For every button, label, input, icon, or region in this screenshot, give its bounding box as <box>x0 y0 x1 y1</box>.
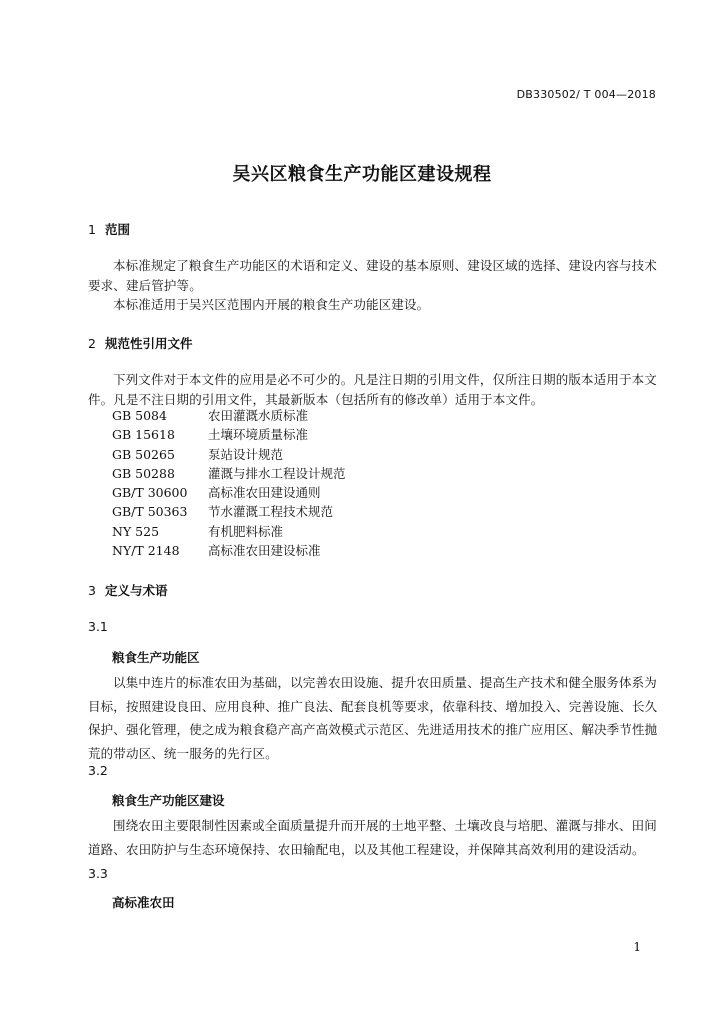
section-2-heading <box>88 334 193 352</box>
reference-code: GB 5084 <box>112 408 167 423</box>
paragraph: 本标准适用于吴兴区范围内开展的粮食生产功能区建设。 <box>113 297 430 312</box>
reference-code: GB 50288 <box>112 465 175 481</box>
term-number: 3.2 <box>88 763 108 778</box>
reference-item <box>112 541 346 560</box>
reference-name: 有机肥料标准 <box>208 523 284 539</box>
paragraph: 下列文件对于本文件的应用是必不可少的。凡是注日期的引用文件，仅所注日期的版本适用于本文件。凡是不注日期的引用文件，其最新版本（包括所有的修改单）适用于本文件。 <box>88 372 657 407</box>
reference-name: 土壤环境质量标准 <box>208 427 309 443</box>
reference-list <box>112 406 346 560</box>
document-title: 吴兴区粮食生产功能区建设规程 <box>232 164 492 185</box>
reference-item <box>112 502 346 521</box>
reference-code: GB/T 30600 <box>112 485 188 501</box>
reference-item <box>112 445 346 464</box>
term-number: 3.3 <box>88 866 108 881</box>
reference-item <box>112 425 346 444</box>
section-number: 2 <box>88 336 96 351</box>
section-number: 3 <box>88 583 96 598</box>
reference-code: NY/T 2148 <box>112 543 180 559</box>
reference-name: 灌溉与排水工程设计规范 <box>208 465 346 481</box>
term-definition: 围绕农田主要限制性因素或全面质量提升而开展的土地平整、土壤改良与培肥、灌溉与排水、田间道路、农田防护与生态环境保持、农田输配电，以及其他工程建设，并保障其高效利用的建设活动。 <box>88 818 657 857</box>
reference-name: 节水灌溉工程技术规范 <box>208 504 334 520</box>
reference-item <box>112 406 346 425</box>
section-title: 规范性引用文件 <box>105 336 193 351</box>
paragraph: 本标准规定了粮食生产功能区的术语和定义、建设的基本原则、建设区域的选择、建设内容与技术要求、建后管护等。 <box>88 258 657 293</box>
term-definition: 以集中连片的标准农田为基础，以完善农田设施、提升农田质量、提高生产技术和健全服务体系为目标，按照建设良田、应用良种、推广良法、配套良机等要求，依靠科技、增加投入、完善设施、长久保护、强化管理，使之成为粮食稳产高产高效模式示范区、先进适用技术的推广应用区、解决季节性抛荒的带动区、统一服务的先行区。 <box>88 675 658 761</box>
reference-item <box>112 522 346 541</box>
reference-item <box>112 483 346 502</box>
term-number: 3.1 <box>88 619 108 634</box>
reference-name: 农田灌溉水质标准 <box>208 408 309 423</box>
section-title: 定义与术语 <box>105 583 168 598</box>
term-name: 高标准农田 <box>112 895 175 910</box>
reference-code: GB 15618 <box>112 427 175 443</box>
section-number: 1 <box>88 222 96 237</box>
reference-item <box>112 464 346 483</box>
section-title: 范围 <box>105 222 131 237</box>
term-name: 粮食生产功能区 <box>112 650 200 665</box>
reference-name: 高标准农田建设标准 <box>208 543 321 559</box>
reference-name: 高标准农田建设通则 <box>208 485 321 501</box>
reference-code: GB 50265 <box>112 446 175 462</box>
term-name: 粮食生产功能区建设 <box>112 793 225 808</box>
page-number: 1 <box>633 940 641 954</box>
reference-code: GB/T 50363 <box>112 504 188 520</box>
reference-name: 泵站设计规范 <box>208 446 284 462</box>
section-1-heading <box>88 220 130 238</box>
reference-code: NY 525 <box>112 523 160 539</box>
section-3-heading <box>88 581 168 599</box>
standard-code: DB330502/ T 004—2018 <box>516 88 656 101</box>
